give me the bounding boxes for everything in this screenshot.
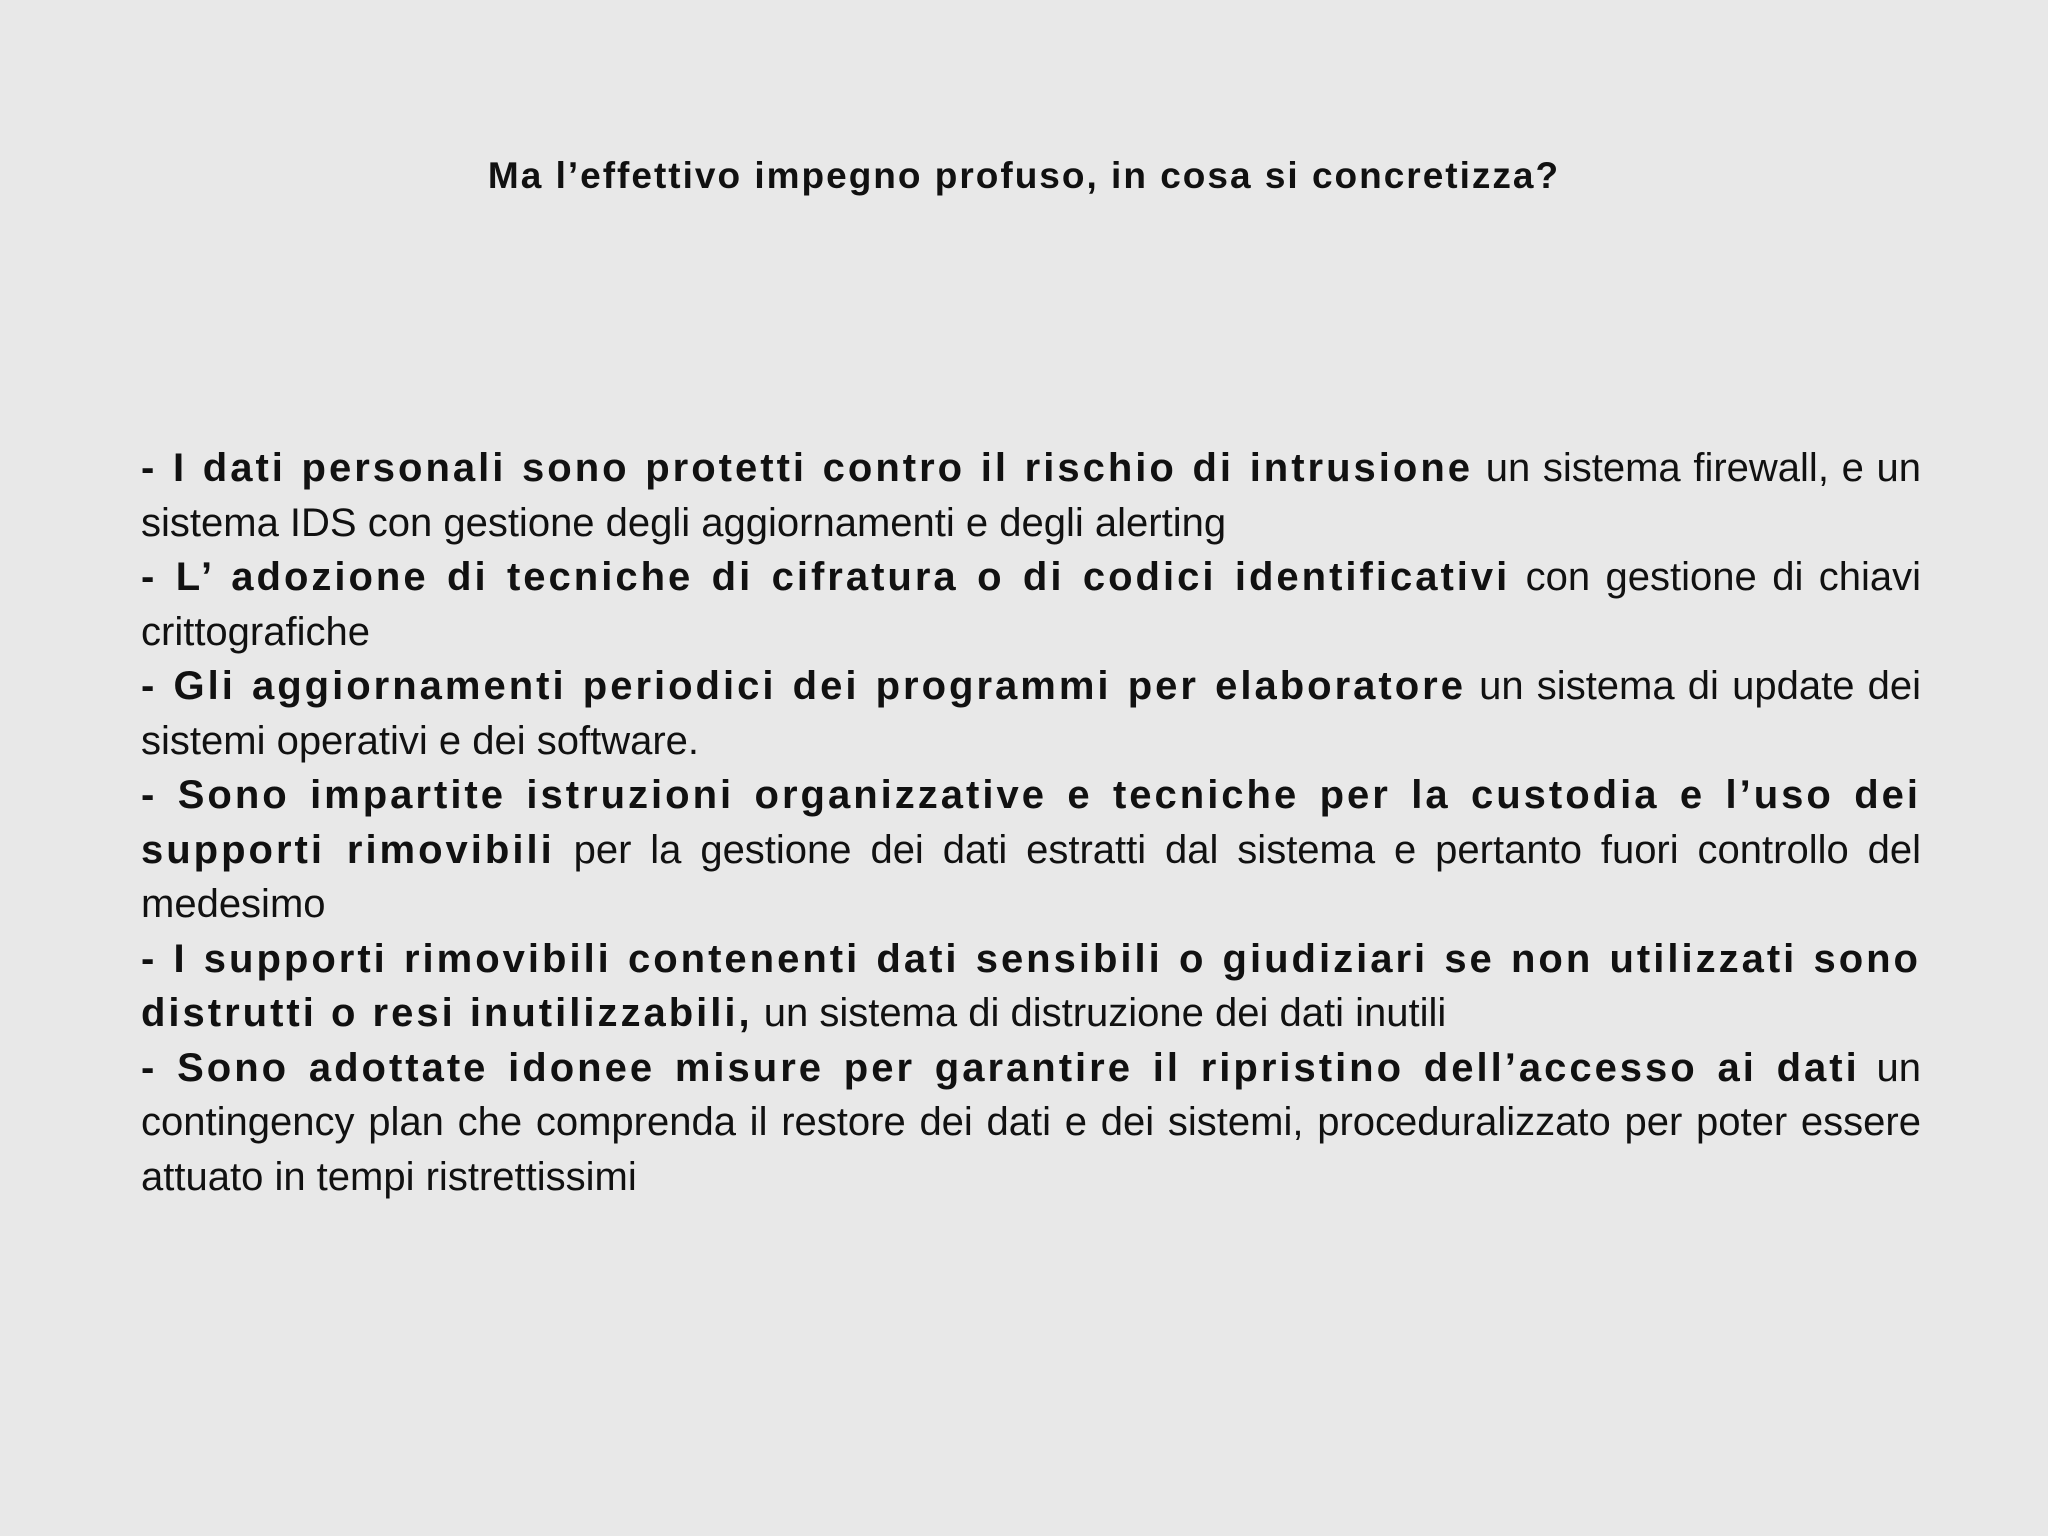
list-item: [141, 932, 1921, 1041]
item-normal-text: un contingency plan che comprenda il restore dei dati e dei sistemi, proceduralizzato per poter essere attuato in tempi ristrettissimi: [141, 1045, 1922, 1199]
item-bold-text: - Sono impartite istruzioni organizzative e tecniche per la custodia e l’uso dei supporti rimovibili: [141, 773, 1921, 872]
list-item: [141, 768, 1921, 932]
item-bold-text: - Sono adottate idonee misure per garantire il ripristino dell’accesso ai dati: [141, 1045, 1860, 1090]
list-item: [141, 441, 1921, 550]
slide-title: Ma l’effettivo impegno profuso, in cosa si concretizza?: [487, 155, 1561, 196]
list-item: [141, 1041, 1921, 1205]
list-item: [141, 550, 1921, 659]
item-bold-text: - I supporti rimovibili contenenti dati sensibili o giudiziari se non utilizzati sono distrutti o resi inutilizzabili,: [141, 936, 1921, 1035]
item-normal-text: per la gestione dei dati estratti dal sistema e pertanto fuori controllo del medesimo: [141, 827, 1921, 926]
measures-list: [141, 441, 1921, 1204]
list-item: [141, 659, 1921, 768]
item-bold-text: - Gli aggiornamenti periodici dei programmi per elaboratore: [141, 664, 1466, 708]
item-normal-text: un sistema di distruzione dei dati inutili: [752, 991, 1447, 1035]
item-bold-text: - I dati personali sono protetti contro il rischio di intrusione: [141, 446, 1474, 490]
item-normal-text: un sistema di update dei sistemi operativi e dei software.: [141, 664, 1921, 763]
item-bold-text: - L’ adozione di tecniche di cifratura o di codici identificativi: [141, 555, 1511, 599]
item-normal-text: con gestione di chiavi crittografiche: [141, 555, 1921, 654]
item-normal-text: un sistema firewall, e un sistema IDS con gestione degli aggiornamenti e degli alerting: [141, 446, 1922, 545]
